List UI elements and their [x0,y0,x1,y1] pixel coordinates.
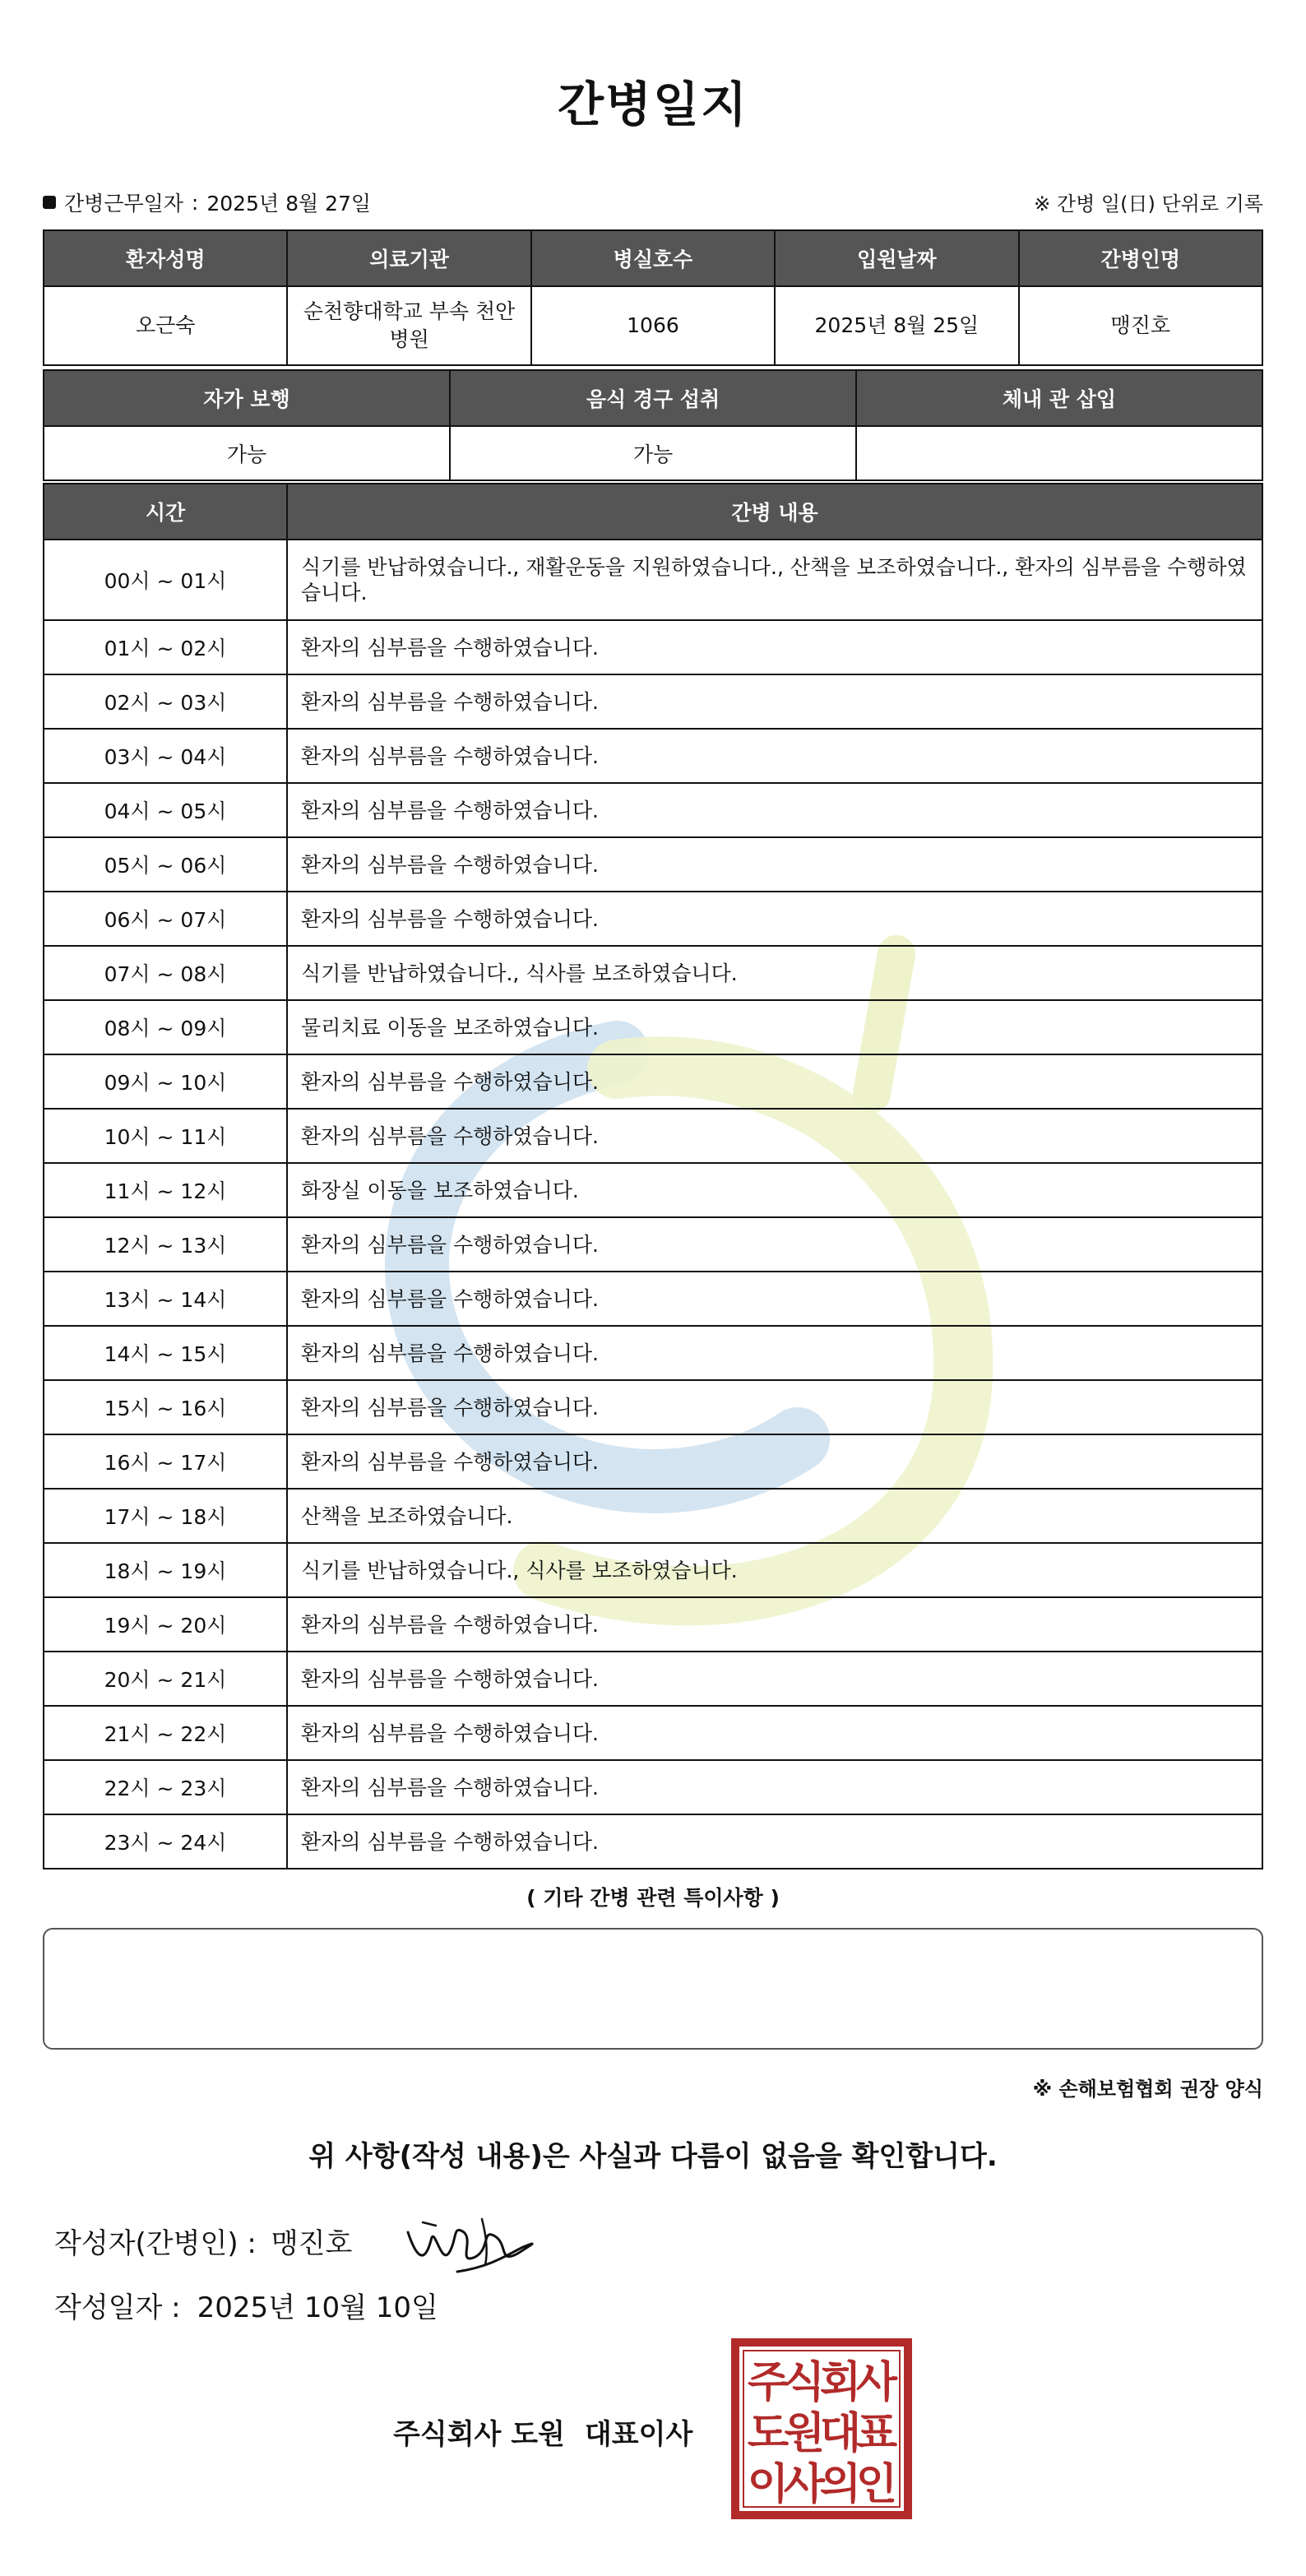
writer-name: 맹진호 [271,2227,353,2260]
log-time: 18시 ~ 19시 [44,1543,287,1597]
log-row [44,1597,1262,1652]
header-self-walking: 자가 보행 [44,370,450,426]
log-row [44,1163,1262,1217]
special-notes-title: ( 기타 간병 관련 특이사항 ) [526,1886,780,1910]
log-time: 00시 ~ 01시 [44,540,287,620]
room-number: 1066 [531,286,775,365]
log-content: 환자의 심부름을 수행하였습니다. [287,1760,1262,1814]
log-content: 환자의 심부름을 수행하였습니다. [287,1380,1262,1434]
log-row [44,1109,1262,1163]
oral-intake-value: 가능 [450,426,856,480]
log-content: 식기를 반납하였습니다., 식사를 보조하였습니다. [287,1543,1262,1597]
write-date-value: 2025년 10월 10일 [197,2291,438,2324]
tube-insertion-value [856,426,1262,480]
log-content: 환자의 심부름을 수행하였습니다. [287,1434,1262,1489]
svg-text:대: 대 [819,2409,862,2458]
log-content: 환자의 심부름을 수행하였습니다. [287,1652,1262,1706]
patient-status-table [43,369,1263,481]
log-content: 환자의 심부름을 수행하였습니다. [287,1814,1262,1869]
log-row [44,1272,1262,1326]
log-time: 11시 ~ 12시 [44,1163,287,1217]
admission-date: 2025년 8월 25일 [775,286,1018,365]
hospital-name: 순천향대학교 부속 천안병원 [287,286,530,365]
write-date-label: 작성일자 : [54,2291,181,2324]
svg-text:사: 사 [855,2358,898,2407]
header-patient-name: 환자성명 [44,230,287,286]
svg-text:이: 이 [747,2460,790,2509]
log-time: 16시 ~ 17시 [44,1434,287,1489]
log-row [44,1217,1262,1272]
log-time: 01시 ~ 02시 [44,620,287,674]
company-name: 주식회사 도원 [393,2418,565,2451]
log-time: 13시 ~ 14시 [44,1272,287,1326]
header-hospital: 의료기관 [287,230,530,286]
log-content: 환자의 심부름을 수행하였습니다. [287,674,1262,729]
handwritten-signature [400,2208,548,2282]
log-row [44,1706,1262,1760]
log-time: 08시 ~ 09시 [44,1000,287,1054]
self-walking-value: 가능 [44,426,450,480]
header-tube-insertion: 체내 관 삽입 [856,370,1262,426]
log-row [44,1489,1262,1543]
write-date-row [54,2285,438,2325]
svg-text:표: 표 [855,2409,898,2458]
log-content: 화장실 이동을 보조하였습니다. [287,1163,1262,1217]
svg-text:인: 인 [855,2460,898,2509]
log-content: 식기를 반납하였습니다., 재활운동을 지원하였습니다., 산책을 보조하였습니다., 환자의 심부름을 수행하였습니다. [287,540,1262,620]
patient-info-table [43,229,1263,366]
log-time: 21시 ~ 22시 [44,1706,287,1760]
log-row [44,1326,1262,1380]
log-time: 09시 ~ 10시 [44,1054,287,1109]
log-content: 환자의 심부름을 수행하였습니다. [287,1217,1262,1272]
log-time: 03시 ~ 04시 [44,729,287,783]
log-time: 15시 ~ 16시 [44,1380,287,1434]
log-content: 환자의 심부름을 수행하였습니다. [287,783,1262,837]
log-row [44,540,1262,620]
company-row [393,2412,692,2452]
work-date-row [43,188,371,217]
log-content: 환자의 심부름을 수행하였습니다. [287,1272,1262,1326]
log-content: 산책을 보조하였습니다. [287,1489,1262,1543]
svg-text:도: 도 [747,2409,790,2458]
company-role: 대표이사 [584,2418,693,2451]
log-row [44,783,1262,837]
log-row [44,1814,1262,1869]
log-time: 17시 ~ 18시 [44,1489,287,1543]
log-content: 환자의 심부름을 수행하였습니다. [287,729,1262,783]
log-row [44,837,1262,892]
log-content: 환자의 심부름을 수행하였습니다. [287,837,1262,892]
svg-text:회: 회 [819,2358,862,2407]
log-row [44,1000,1262,1054]
company-seal-stamp [730,2337,913,2520]
log-time: 14시 ~ 15시 [44,1326,287,1380]
log-row [44,1054,1262,1109]
log-content: 환자의 심부름을 수행하였습니다. [287,892,1262,946]
log-row [44,1543,1262,1597]
header-caregiver: 간병인명 [1019,230,1262,286]
care-log-table [43,483,1263,1869]
writer-row [54,2221,352,2261]
log-time: 23시 ~ 24시 [44,1814,287,1869]
log-time: 20시 ~ 21시 [44,1652,287,1706]
writer-label: 작성자(간병인) : [54,2227,257,2260]
header-time: 시간 [44,484,287,540]
caregiver-name: 맹진호 [1019,286,1262,365]
record-note: ※ 간병 일(日) 단위로 기록 [1034,192,1263,215]
log-time: 12시 ~ 13시 [44,1217,287,1272]
log-row [44,1380,1262,1434]
log-content: 물리치료 이동을 보조하였습니다. [287,1000,1262,1054]
log-content: 식기를 반납하였습니다., 식사를 보조하였습니다. [287,946,1262,1000]
patient-name: 오근숙 [44,286,287,365]
special-notes-box [43,1928,1263,2050]
log-row [44,620,1262,674]
log-row [44,674,1262,729]
svg-text:사: 사 [783,2460,826,2509]
bullet-square-icon [43,196,56,209]
log-row [44,1652,1262,1706]
svg-text:원: 원 [783,2409,826,2458]
work-date-value: 2025년 8월 27일 [206,192,372,215]
log-time: 07시 ~ 08시 [44,946,287,1000]
log-row [44,946,1262,1000]
log-time: 04시 ~ 05시 [44,783,287,837]
log-content: 환자의 심부름을 수행하였습니다. [287,1326,1262,1380]
svg-text:주: 주 [747,2358,790,2407]
work-date-label: 간병근무일자 [64,192,183,215]
header-care-content: 간병 내용 [287,484,1262,540]
log-row [44,729,1262,783]
log-time: 10시 ~ 11시 [44,1109,287,1163]
log-time: 06시 ~ 07시 [44,892,287,946]
log-content: 환자의 심부름을 수행하였습니다. [287,1597,1262,1652]
recommend-note: ※ 손해보험협회 권장 양식 [1032,2078,1263,2101]
log-time: 02시 ~ 03시 [44,674,287,729]
log-time: 05시 ~ 06시 [44,837,287,892]
log-content: 환자의 심부름을 수행하였습니다. [287,1706,1262,1760]
log-content: 환자의 심부름을 수행하였습니다. [287,1054,1262,1109]
log-content: 환자의 심부름을 수행하였습니다. [287,620,1262,674]
page-title: 간병일지 [557,76,749,132]
confirm-statement: 위 사항(작성 내용)은 사실과 다름이 없음을 확인합니다. [308,2140,998,2173]
log-time: 22시 ~ 23시 [44,1760,287,1814]
log-time: 19시 ~ 20시 [44,1597,287,1652]
log-row [44,892,1262,946]
header-room: 병실호수 [531,230,775,286]
header-admission-date: 입원날짜 [775,230,1018,286]
svg-text:식: 식 [783,2358,826,2407]
log-row [44,1760,1262,1814]
log-row [44,1434,1262,1489]
svg-text:의: 의 [819,2460,862,2509]
log-content: 환자의 심부름을 수행하였습니다. [287,1109,1262,1163]
header-oral-intake: 음식 경구 섭취 [450,370,856,426]
work-date-separator: : [191,190,199,215]
